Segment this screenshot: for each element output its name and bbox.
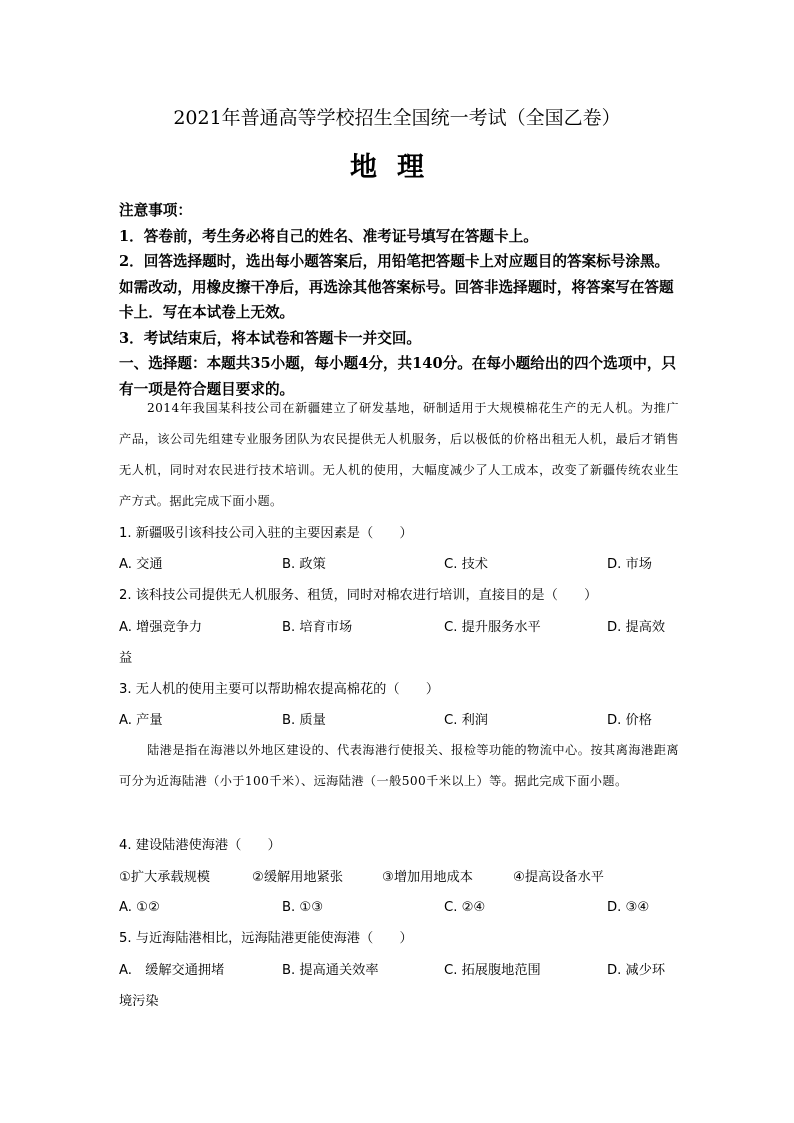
option-a: A. 缓解交通拥堵 [119,963,225,978]
statement-3: ③增加用地成本 [382,870,473,885]
option-b: B. 培育市场 [282,620,353,635]
question-4-stem: 4. 建设陆港使海港（ ） [119,838,281,853]
reading-passage-2: 陆港是指在海港以外地区建设的、代表海港行使报关、报检等功能的物流中心。按其离海港距离可分为近海陆港（小于100千米）、远海陆港（一般500千米以上）等。据此完成下面小题。 [119,743,679,788]
option-c: C. ②④ [444,900,486,915]
option-c: C. 利润 [444,713,488,728]
subject-title: 地理 [350,152,444,183]
notice-section [119,198,679,402]
question-1-stem: 1. 新疆吸引该科技公司入驻的主要因素是（ ） [119,526,413,541]
question-4-options [119,899,679,919]
option-c: C. 提升服务水平 [444,620,541,635]
question-3-options [119,712,679,732]
option-d: D. 市场 [607,557,652,572]
option-d: D. 价格 [607,713,652,728]
option-b: B. 提高通关效率 [282,963,379,978]
question-5-options [119,962,679,982]
option-a: A. 交通 [119,557,163,572]
option-d: D. ③④ [607,900,650,915]
statement-2: ②缓解用地紧张 [252,870,343,885]
reading-passage-1: 2014年我国某科技公司在新疆建立了研发基地，研制适用于大规模棉花生产的无人机。为推广产品，该公司先组建专业服务团队为农民提供无人机服务，后以极低的价格出租无人机，最后才销售无人机，同时对农民进行技术培训。无人机的使用，大幅度减少了人工成本，改变了新疆传统农业生产方式。据此完成下面小题。 [119,401,679,508]
question-2-options [119,619,679,639]
option-a: A. 增强竞争力 [119,620,203,635]
option-b: B. ①③ [282,900,324,915]
option-d-continuation: 益 [119,651,133,666]
section-heading: 一、选择题：本题共35小题，每小题4分，共140分。在每小题给出的四个选项中，只有一项是符合题目要求的。 [119,355,677,398]
option-d: D. 减少环 [607,963,666,978]
option-b: B. 政策 [282,557,326,572]
option-a: A. 产量 [119,713,163,728]
option-b: B. 质量 [282,713,326,728]
option-c: C. 技术 [444,557,488,572]
statement-4: ④提高设备水平 [513,870,604,885]
statement-1: ①扩大承载规模 [119,870,210,885]
exam-title: 2021年普通高等学校招生全国统一考试（全国乙卷） [173,107,621,129]
option-d-continuation: 境污染 [119,994,159,1009]
question-2-stem: 2. 该科技公司提供无人机服务、租赁，同时对棉农进行培训，直接目的是（ ） [119,588,598,603]
question-4-statements [119,869,679,889]
question-1-options [119,556,679,576]
option-c: C. 拓展腹地范围 [444,963,541,978]
notice-heading: 注意事项： [119,202,192,219]
notice-item-2: 2．回答选择题时，选出每小题答案后，用铅笔把答题卡上对应题目的答案标号涂黑。如需改动，用橡皮擦干净后，再选涂其他答案标号。回答非选择题时，将答案写在答题卡上．写在本试卷上无效。 [119,253,674,321]
notice-item-3: 3．考试结束后，将本试卷和答题卡一并交回。 [119,329,422,347]
notice-item-1: 1．答卷前，考生务必将自己的姓名、准考证号填写在答题卡上。 [119,227,538,245]
question-5-stem: 5. 与近海陆港相比，远海陆港更能使海港（ ） [119,931,413,946]
option-a: A. ①② [119,900,160,915]
question-3-stem: 3. 无人机的使用主要可以帮助棉农提高棉花的（ ） [119,682,440,697]
option-d: D. 提高效 [607,620,666,635]
